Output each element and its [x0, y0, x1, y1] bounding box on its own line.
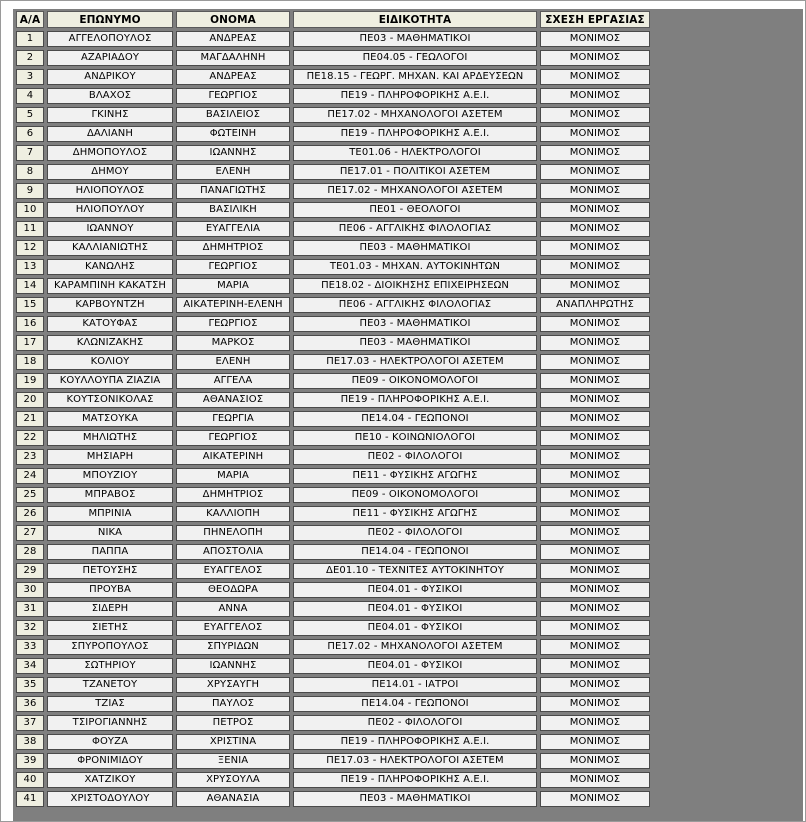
cell-name: ΑΠΟΣΤΟΛΙΑ: [176, 544, 290, 560]
cell-relation: ΜΟΝΙΜΟΣ: [540, 50, 650, 66]
table-row: [16, 183, 650, 199]
cell-specialty: ΠΕ17.02 - ΜΗΧΑΝΟΛΟΓΟΙ ΑΣΕΤΕΜ: [293, 107, 537, 123]
cell-relation: ΜΟΝΙΜΟΣ: [540, 620, 650, 636]
table-row: [16, 50, 650, 66]
cell-name: ΙΩΑΝΝΗΣ: [176, 658, 290, 674]
cell-surname: ΒΛΑΧΟΣ: [47, 88, 173, 104]
cell-name: ΓΕΩΡΓΙΟΣ: [176, 88, 290, 104]
table-row: [16, 696, 650, 712]
cell-specialty: ΠΕ11 - ΦΥΣΙΚΗΣ ΑΓΩΓΗΣ: [293, 506, 537, 522]
cell-num: 8: [16, 164, 44, 180]
cell-relation: ΜΟΝΙΜΟΣ: [540, 734, 650, 750]
table-row: [16, 221, 650, 237]
cell-relation: ΜΟΝΙΜΟΣ: [540, 658, 650, 674]
cell-num: 15: [16, 297, 44, 313]
cell-surname: ΠΕΤΟΥΣΗΣ: [47, 563, 173, 579]
cell-num: 13: [16, 259, 44, 275]
cell-num: 17: [16, 335, 44, 351]
table-row: [16, 639, 650, 655]
cell-surname: ΔΑΛΙΑΝΗ: [47, 126, 173, 142]
cell-name: ΓΕΩΡΓΙΟΣ: [176, 259, 290, 275]
cell-specialty: ΠΕ14.04 - ΓΕΩΠΟΝΟΙ: [293, 696, 537, 712]
cell-name: ΑΝΔΡΕΑΣ: [176, 69, 290, 85]
cell-num: 3: [16, 69, 44, 85]
header-name: ΟΝΟΜΑ: [176, 11, 290, 28]
cell-relation: ΜΟΝΙΜΟΣ: [540, 164, 650, 180]
cell-relation: ΜΟΝΙΜΟΣ: [540, 487, 650, 503]
cell-num: 26: [16, 506, 44, 522]
cell-specialty: ΠΕ19 - ΠΛΗΡΟΦΟΡΙΚΗΣ Α.Ε.Ι.: [293, 772, 537, 788]
table-row: [16, 259, 650, 275]
cell-surname: ΣΙΕΤΗΣ: [47, 620, 173, 636]
cell-specialty: ΠΕ17.02 - ΜΗΧΑΝΟΛΟΓΟΙ ΑΣΕΤΕΜ: [293, 639, 537, 655]
cell-surname: ΧΑΤΖΙΚΟΥ: [47, 772, 173, 788]
cell-specialty: ΠΕ06 - ΑΓΓΛΙΚΗΣ ΦΙΛΟΛΟΓΙΑΣ: [293, 297, 537, 313]
cell-name: ΧΡΥΣΟΥΛΑ: [176, 772, 290, 788]
cell-num: 28: [16, 544, 44, 560]
table-row: [16, 487, 650, 503]
cell-name: ΕΥΑΓΓΕΛΙΑ: [176, 221, 290, 237]
table-row: [16, 582, 650, 598]
header-num: Α/Α: [16, 11, 44, 28]
cell-surname: ΣΙΔΕΡΗ: [47, 601, 173, 617]
table-row: [16, 69, 650, 85]
cell-specialty: ΠΕ17.03 - ΗΛΕΚΤΡΟΛΟΓΟΙ ΑΣΕΤΕΜ: [293, 354, 537, 370]
cell-surname: ΜΠΡΑΒΟΣ: [47, 487, 173, 503]
cell-num: 39: [16, 753, 44, 769]
cell-surname: ΚΑΡΑΜΠΙΝΗ ΚΑΚΑΤΣΗ: [47, 278, 173, 294]
cell-relation: ΜΟΝΙΜΟΣ: [540, 31, 650, 47]
cell-name: ΑΝΔΡΕΑΣ: [176, 31, 290, 47]
table-row: [16, 734, 650, 750]
cell-surname: ΗΛΙΟΠΟΥΛΟΥ: [47, 202, 173, 218]
cell-name: ΣΠΥΡΙΔΩΝ: [176, 639, 290, 655]
cell-surname: ΚΑΤΟΥΦΑΣ: [47, 316, 173, 332]
cell-num: 30: [16, 582, 44, 598]
cell-specialty: ΠΕ19 - ΠΛΗΡΟΦΟΡΙΚΗΣ Α.Ε.Ι.: [293, 126, 537, 142]
cell-num: 16: [16, 316, 44, 332]
cell-specialty: ΠΕ02 - ΦΙΛΟΛΟΓΟΙ: [293, 715, 537, 731]
cell-relation: ΜΟΝΙΜΟΣ: [540, 411, 650, 427]
cell-num: 10: [16, 202, 44, 218]
table-row: [16, 392, 650, 408]
cell-relation: ΑΝΑΠΛΗΡΩΤΗΣ: [540, 297, 650, 313]
cell-specialty: ΠΕ02 - ΦΙΛΟΛΟΓΟΙ: [293, 525, 537, 541]
cell-surname: ΜΠΟΥΖΙΟΥ: [47, 468, 173, 484]
cell-surname: ΦΡΟΝΙΜΙΔΟΥ: [47, 753, 173, 769]
table-row: [16, 278, 650, 294]
cell-surname: ΜΑΤΣΟΥΚΑ: [47, 411, 173, 427]
cell-specialty: ΠΕ01 - ΘΕΟΛΟΓΟΙ: [293, 202, 537, 218]
cell-name: ΓΕΩΡΓΙΟΣ: [176, 316, 290, 332]
cell-name: ΘΕΟΔΩΡΑ: [176, 582, 290, 598]
table-row: [16, 772, 650, 788]
cell-specialty: ΠΕ03 - ΜΑΘΗΜΑΤΙΚΟΙ: [293, 335, 537, 351]
cell-relation: ΜΟΝΙΜΟΣ: [540, 240, 650, 256]
cell-relation: ΜΟΝΙΜΟΣ: [540, 373, 650, 389]
cell-num: 36: [16, 696, 44, 712]
cell-relation: ΜΟΝΙΜΟΣ: [540, 354, 650, 370]
cell-relation: ΜΟΝΙΜΟΣ: [540, 449, 650, 465]
cell-name: ΠΑΥΛΟΣ: [176, 696, 290, 712]
cell-num: 11: [16, 221, 44, 237]
cell-num: 7: [16, 145, 44, 161]
table-row: [16, 715, 650, 731]
header-surname: ΕΠΩΝΥΜΟ: [47, 11, 173, 28]
cell-specialty: ΠΕ18.15 - ΓΕΩΡΓ. ΜΗΧΑΝ. ΚΑΙ ΑΡΔΕΥΣΕΩΝ: [293, 69, 537, 85]
cell-specialty: ΠΕ04.01 - ΦΥΣΙΚΟΙ: [293, 582, 537, 598]
cell-surname: ΚΑΛΛΙΑΝΙΩΤΗΣ: [47, 240, 173, 256]
cell-num: 35: [16, 677, 44, 693]
cell-surname: ΜΗΣΙΑΡΗ: [47, 449, 173, 465]
cell-specialty: ΠΕ11 - ΦΥΣΙΚΗΣ ΑΓΩΓΗΣ: [293, 468, 537, 484]
cell-name: ΜΑΡΙΑ: [176, 468, 290, 484]
table-row: [16, 240, 650, 256]
cell-name: ΜΑΡΚΟΣ: [176, 335, 290, 351]
cell-name: ΙΩΑΝΝΗΣ: [176, 145, 290, 161]
cell-relation: ΜΟΝΙΜΟΣ: [540, 183, 650, 199]
cell-specialty: ΠΕ10 - ΚΟΙΝΩΝΙΟΛΟΓΟΙ: [293, 430, 537, 446]
cell-relation: ΜΟΝΙΜΟΣ: [540, 525, 650, 541]
cell-surname: ΔΗΜΟΠΟΥΛΟΣ: [47, 145, 173, 161]
table-row: [16, 202, 650, 218]
cell-name: ΧΡΥΣΑΥΓΗ: [176, 677, 290, 693]
cell-specialty: ΠΕ14.01 - ΙΑΤΡΟΙ: [293, 677, 537, 693]
cell-surname: ΑΖΑΡΙΑΔΟΥ: [47, 50, 173, 66]
table-row: [16, 430, 650, 446]
cell-name: ΜΑΓΔΑΛΗΝΗ: [176, 50, 290, 66]
cell-surname: ΦΟΥΖΑ: [47, 734, 173, 750]
cell-specialty: ΠΕ03 - ΜΑΘΗΜΑΤΙΚΟΙ: [293, 31, 537, 47]
cell-surname: ΑΓΓΕΛΟΠΟΥΛΟΣ: [47, 31, 173, 47]
cell-name: ΠΗΝΕΛΟΠΗ: [176, 525, 290, 541]
cell-relation: ΜΟΝΙΜΟΣ: [540, 696, 650, 712]
table-row: [16, 88, 650, 104]
cell-specialty: ΠΕ18.02 - ΔΙΟΙΚΗΣΗΣ ΕΠΙΧΕΙΡΗΣΕΩΝ: [293, 278, 537, 294]
cell-specialty: ΠΕ04.05 - ΓΕΩΛΟΓΟΙ: [293, 50, 537, 66]
header-specialty: ΕΙΔΙΚΟΤΗΤΑ: [293, 11, 537, 28]
cell-name: ΕΛΕΝΗ: [176, 164, 290, 180]
cell-relation: ΜΟΝΙΜΟΣ: [540, 278, 650, 294]
cell-name: ΔΗΜΗΤΡΙΟΣ: [176, 240, 290, 256]
table-row: [16, 753, 650, 769]
table-row: [16, 658, 650, 674]
table-row: [16, 449, 650, 465]
cell-relation: ΜΟΝΙΜΟΣ: [540, 772, 650, 788]
cell-num: 18: [16, 354, 44, 370]
cell-specialty: ΠΕ09 - ΟΙΚΟΝΟΜΟΛΟΓΟΙ: [293, 487, 537, 503]
table-row: [16, 107, 650, 123]
cell-name: ΜΑΡΙΑ: [176, 278, 290, 294]
cell-specialty: ΠΕ17.02 - ΜΗΧΑΝΟΛΟΓΟΙ ΑΣΕΤΕΜ: [293, 183, 537, 199]
cell-specialty: ΠΕ04.01 - ΦΥΣΙΚΟΙ: [293, 620, 537, 636]
cell-surname: ΚΛΩΝΙΖΑΚΗΣ: [47, 335, 173, 351]
cell-surname: ΚΟΥΤΣΟΝΙΚΟΛΑΣ: [47, 392, 173, 408]
cell-relation: ΜΟΝΙΜΟΣ: [540, 259, 650, 275]
cell-surname: ΜΠΡΙΝΙΑ: [47, 506, 173, 522]
cell-relation: ΜΟΝΙΜΟΣ: [540, 430, 650, 446]
cell-surname: ΙΩΑΝΝΟΥ: [47, 221, 173, 237]
cell-specialty: ΠΕ17.01 - ΠΟΛΙΤΙΚΟΙ ΑΣΕΤΕΜ: [293, 164, 537, 180]
table-row: [16, 335, 650, 351]
cell-relation: ΜΟΝΙΜΟΣ: [540, 316, 650, 332]
cell-relation: ΜΟΝΙΜΟΣ: [540, 639, 650, 655]
cell-surname: ΠΡΟΥΒΑ: [47, 582, 173, 598]
table-header-row: [16, 11, 650, 28]
cell-num: 27: [16, 525, 44, 541]
cell-specialty: ΠΕ17.03 - ΗΛΕΚΤΡΟΛΟΓΟΙ ΑΣΕΤΕΜ: [293, 753, 537, 769]
cell-name: ΕΥΑΓΓΕΛΟΣ: [176, 563, 290, 579]
cell-surname: ΔΗΜΟΥ: [47, 164, 173, 180]
cell-name: ΑΓΓΕΛΑ: [176, 373, 290, 389]
cell-name: ΒΑΣΙΛΙΚΗ: [176, 202, 290, 218]
cell-relation: ΜΟΝΙΜΟΣ: [540, 145, 650, 161]
cell-num: 12: [16, 240, 44, 256]
cell-num: 21: [16, 411, 44, 427]
cell-specialty: ΠΕ06 - ΑΓΓΛΙΚΗΣ ΦΙΛΟΛΟΓΙΑΣ: [293, 221, 537, 237]
cell-name: ΓΕΩΡΓΙΟΣ: [176, 430, 290, 446]
cell-relation: ΜΟΝΙΜΟΣ: [540, 126, 650, 142]
cell-relation: ΜΟΝΙΜΟΣ: [540, 392, 650, 408]
cell-relation: ΜΟΝΙΜΟΣ: [540, 335, 650, 351]
table-row: [16, 126, 650, 142]
table-row: [16, 145, 650, 161]
cell-specialty: ΠΕ03 - ΜΑΘΗΜΑΤΙΚΟΙ: [293, 316, 537, 332]
cell-num: 19: [16, 373, 44, 389]
table-row: [16, 791, 650, 807]
table-row: [16, 468, 650, 484]
cell-name: ΧΡΙΣΤΙΝΑ: [176, 734, 290, 750]
cell-name: ΕΥΑΓΓΕΛΟΣ: [176, 620, 290, 636]
right-side-panel: [661, 9, 803, 821]
cell-name: ΑΙΚΑΤΕΡΙΝΗ-ΕΛΕΝΗ: [176, 297, 290, 313]
cell-relation: ΜΟΝΙΜΟΣ: [540, 582, 650, 598]
cell-surname: ΚΟΛΙΟΥ: [47, 354, 173, 370]
cell-name: ΔΗΜΗΤΡΙΟΣ: [176, 487, 290, 503]
cell-specialty: ΠΕ02 - ΦΙΛΟΛΟΓΟΙ: [293, 449, 537, 465]
cell-num: 22: [16, 430, 44, 446]
cell-name: ΠΕΤΡΟΣ: [176, 715, 290, 731]
cell-surname: ΚΑΡΒΟΥΝΤΖΗ: [47, 297, 173, 313]
table-row: [16, 31, 650, 47]
table-row: [16, 506, 650, 522]
cell-num: 41: [16, 791, 44, 807]
cell-relation: ΜΟΝΙΜΟΣ: [540, 107, 650, 123]
cell-surname: ΠΑΠΠΑ: [47, 544, 173, 560]
cell-num: 33: [16, 639, 44, 655]
cell-specialty: ΤΕ01.06 - ΗΛΕΚΤΡΟΛΟΓΟΙ: [293, 145, 537, 161]
table-row: [16, 354, 650, 370]
cell-relation: ΜΟΝΙΜΟΣ: [540, 69, 650, 85]
cell-relation: ΜΟΝΙΜΟΣ: [540, 715, 650, 731]
cell-num: 4: [16, 88, 44, 104]
cell-name: ΒΑΣΙΛΕΙΟΣ: [176, 107, 290, 123]
cell-relation: ΜΟΝΙΜΟΣ: [540, 677, 650, 693]
cell-num: 32: [16, 620, 44, 636]
cell-relation: ΜΟΝΙΜΟΣ: [540, 753, 650, 769]
cell-num: 9: [16, 183, 44, 199]
table-row: [16, 544, 650, 560]
table-row: [16, 601, 650, 617]
cell-name: ΑΘΑΝΑΣΙΟΣ: [176, 392, 290, 408]
cell-num: 29: [16, 563, 44, 579]
cell-relation: ΜΟΝΙΜΟΣ: [540, 88, 650, 104]
cell-num: 1: [16, 31, 44, 47]
cell-name: ΞΕΝΙΑ: [176, 753, 290, 769]
cell-surname: ΧΡΙΣΤΟΔΟΥΛΟΥ: [47, 791, 173, 807]
cell-specialty: ΠΕ19 - ΠΛΗΡΟΦΟΡΙΚΗΣ Α.Ε.Ι.: [293, 392, 537, 408]
cell-num: 14: [16, 278, 44, 294]
cell-relation: ΜΟΝΙΜΟΣ: [540, 468, 650, 484]
cell-surname: ΑΝΔΡΙΚΟΥ: [47, 69, 173, 85]
cell-num: 37: [16, 715, 44, 731]
cell-name: ΑΘΑΝΑΣΙΑ: [176, 791, 290, 807]
cell-relation: ΜΟΝΙΜΟΣ: [540, 221, 650, 237]
table-row: [16, 563, 650, 579]
cell-specialty: ΠΕ19 - ΠΛΗΡΟΦΟΡΙΚΗΣ Α.Ε.Ι.: [293, 734, 537, 750]
table-row: [16, 620, 650, 636]
cell-relation: ΜΟΝΙΜΟΣ: [540, 202, 650, 218]
cell-relation: ΜΟΝΙΜΟΣ: [540, 791, 650, 807]
cell-relation: ΜΟΝΙΜΟΣ: [540, 506, 650, 522]
cell-surname: ΝΙΚΑ: [47, 525, 173, 541]
cell-num: 34: [16, 658, 44, 674]
table-row: [16, 316, 650, 332]
cell-surname: ΤΖΙΑΣ: [47, 696, 173, 712]
cell-surname: ΓΚΙΝΗΣ: [47, 107, 173, 123]
cell-name: ΦΩΤΕΙΝΗ: [176, 126, 290, 142]
header-relation: ΣΧΕΣΗ ΕΡΓΑΣΙΑΣ: [540, 11, 650, 28]
cell-surname: ΤΣΙΡΟΓΙΑΝΝΗΣ: [47, 715, 173, 731]
cell-num: 2: [16, 50, 44, 66]
cell-surname: ΗΛΙΟΠΟΥΛΟΣ: [47, 183, 173, 199]
cell-num: 23: [16, 449, 44, 465]
cell-specialty: ΠΕ04.01 - ΦΥΣΙΚΟΙ: [293, 601, 537, 617]
cell-name: ΠΑΝΑΓΙΩΤΗΣ: [176, 183, 290, 199]
cell-num: 20: [16, 392, 44, 408]
table-row: [16, 677, 650, 693]
cell-num: 6: [16, 126, 44, 142]
cell-name: ΑΙΚΑΤΕΡΙΝΗ: [176, 449, 290, 465]
table-row: [16, 525, 650, 541]
table-row: [16, 297, 650, 313]
cell-surname: ΣΩΤΗΡΙΟΥ: [47, 658, 173, 674]
table-row: [16, 411, 650, 427]
cell-num: 38: [16, 734, 44, 750]
cell-specialty: ΔΕ01.10 - ΤΕΧΝΙΤΕΣ ΑΥΤΟΚΙΝΗΤΟΥ: [293, 563, 537, 579]
cell-name: ΚΑΛΛΙΟΠΗ: [176, 506, 290, 522]
cell-num: 40: [16, 772, 44, 788]
cell-num: 31: [16, 601, 44, 617]
cell-specialty: ΤΕ01.03 - ΜΗΧΑΝ. ΑΥΤΟΚΙΝΗΤΩΝ: [293, 259, 537, 275]
table-row: [16, 373, 650, 389]
cell-surname: ΜΗΛΙΩΤΗΣ: [47, 430, 173, 446]
cell-relation: ΜΟΝΙΜΟΣ: [540, 563, 650, 579]
cell-surname: ΚΟΥΛΛΟΥΠΑ ΖΙΑΖΙΑ: [47, 373, 173, 389]
cell-specialty: ΠΕ19 - ΠΛΗΡΟΦΟΡΙΚΗΣ Α.Ε.Ι.: [293, 88, 537, 104]
cell-surname: ΤΖΑΝΕΤΟΥ: [47, 677, 173, 693]
cell-specialty: ΠΕ03 - ΜΑΘΗΜΑΤΙΚΟΙ: [293, 791, 537, 807]
cell-num: 25: [16, 487, 44, 503]
cell-surname: ΣΠΥΡΟΠΟΥΛΟΣ: [47, 639, 173, 655]
cell-surname: ΚΑΝΩΛΗΣ: [47, 259, 173, 275]
cell-name: ΕΛΕΝΗ: [176, 354, 290, 370]
cell-specialty: ΠΕ03 - ΜΑΘΗΜΑΤΙΚΟΙ: [293, 240, 537, 256]
cell-specialty: ΠΕ09 - ΟΙΚΟΝΟΜΟΛΟΓΟΙ: [293, 373, 537, 389]
staff-table: [13, 8, 653, 810]
cell-specialty: ΠΕ04.01 - ΦΥΣΙΚΟΙ: [293, 658, 537, 674]
cell-num: 24: [16, 468, 44, 484]
cell-specialty: ΠΕ14.04 - ΓΕΩΠΟΝΟΙ: [293, 411, 537, 427]
cell-name: ΑΝΝΑ: [176, 601, 290, 617]
cell-relation: ΜΟΝΙΜΟΣ: [540, 544, 650, 560]
table-row: [16, 164, 650, 180]
cell-specialty: ΠΕ14.04 - ΓΕΩΠΟΝΟΙ: [293, 544, 537, 560]
cell-name: ΓΕΩΡΓΙΑ: [176, 411, 290, 427]
cell-num: 5: [16, 107, 44, 123]
cell-relation: ΜΟΝΙΜΟΣ: [540, 601, 650, 617]
